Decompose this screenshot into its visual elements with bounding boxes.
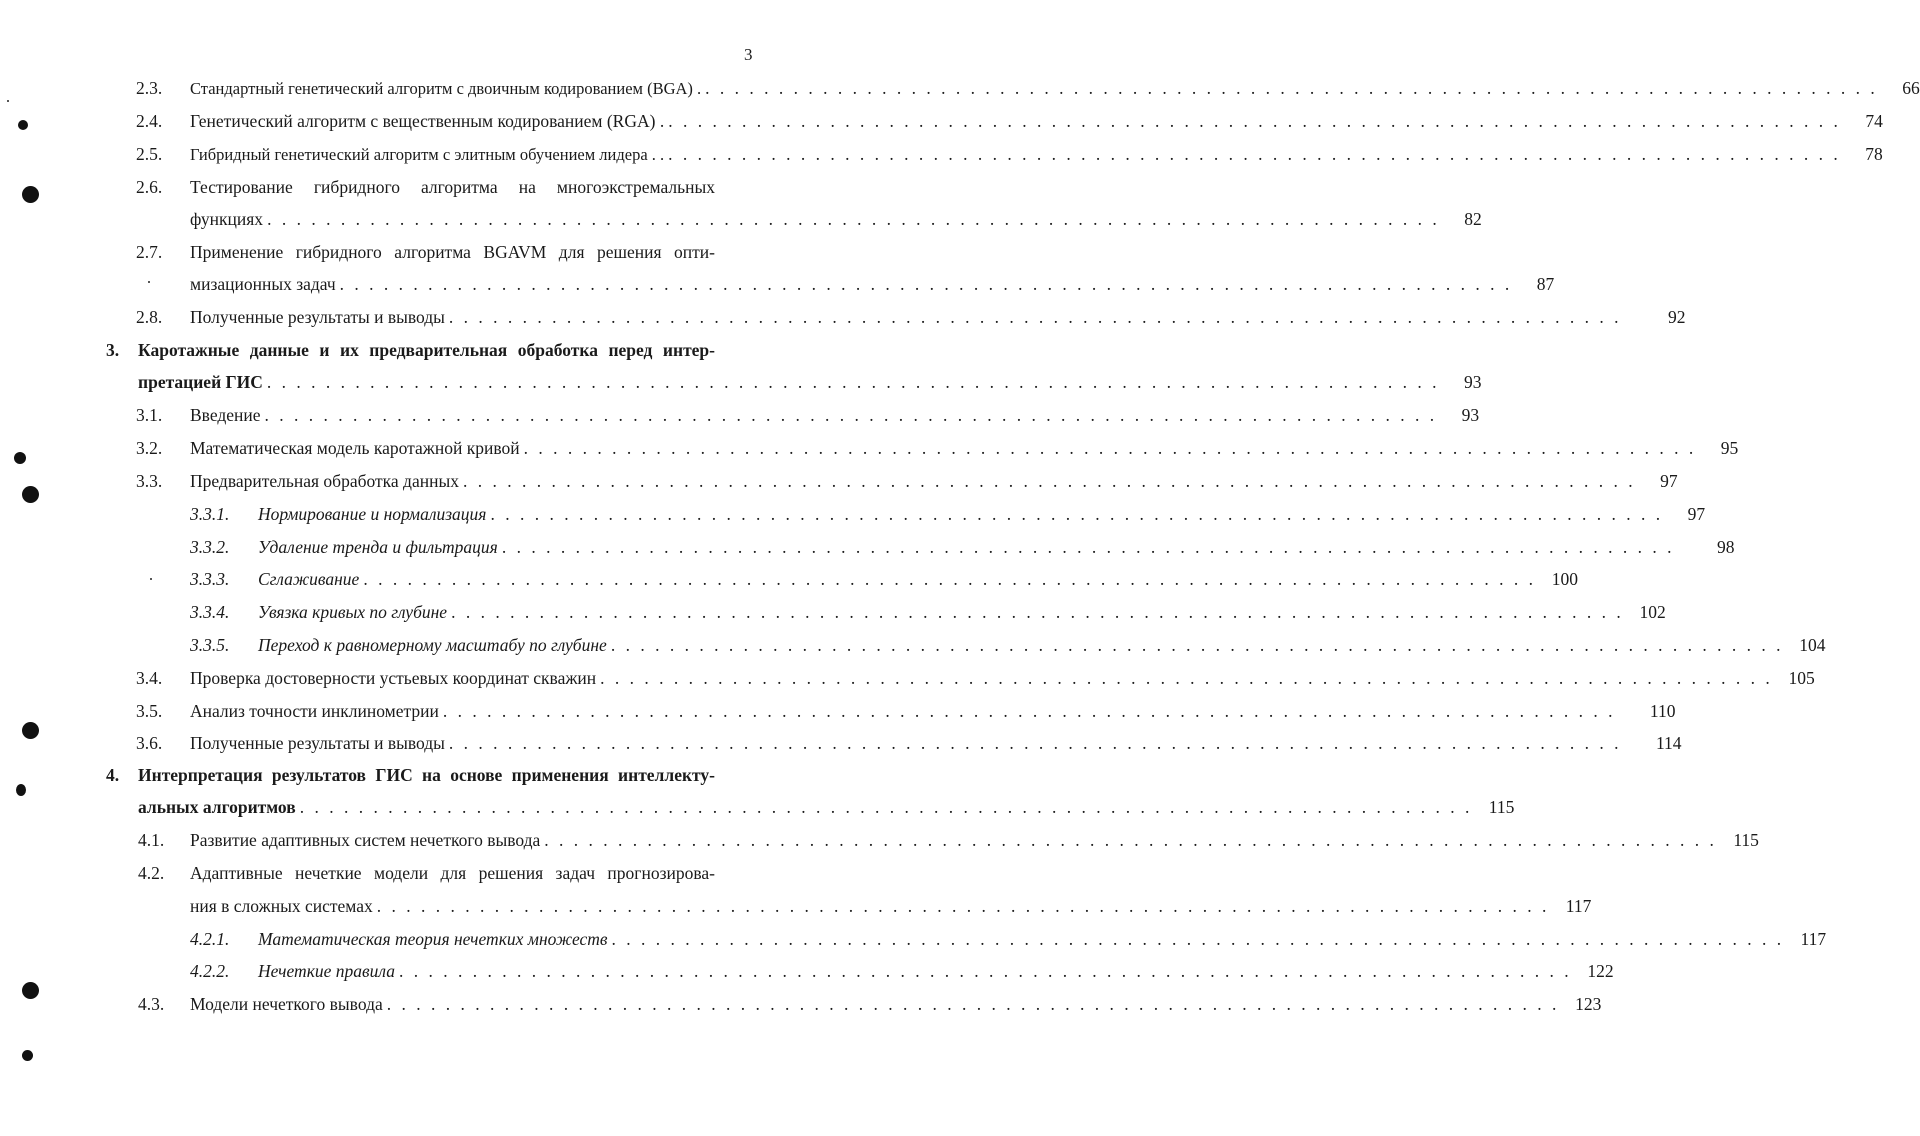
- toc-entry: [0, 142, 1883, 166]
- toc-subentry-page: 97: [1687, 504, 1706, 524]
- toc-chapter: [0, 338, 798, 362]
- toc-entry: [0, 731, 1682, 755]
- toc-entry-title: Гибридный генетический алгоритм с элитным обучением лидера . .: [190, 145, 665, 164]
- toc-entry-title: Полученные результаты и выводы: [190, 307, 445, 327]
- toc-entry: [0, 175, 798, 199]
- toc-entry-page: 95: [1720, 438, 1739, 458]
- toc-entry-number: 4.2.: [138, 863, 165, 883]
- toc-subentry: [0, 600, 1666, 624]
- toc-subentry-number: 4.2.1.: [190, 929, 230, 949]
- leader-dots: . . . . . . . . . . . . . . . . . . . . . . . . . . . . . . . . . . . . . . . . . . . . . . . . . . . . . . . . . . . . . . . . . . . . . . . . . . . . . . . .: [386, 994, 1560, 1014]
- toc-entry-number: 3.2.: [136, 438, 163, 458]
- leader-dots: . . . . . . . . . . . . . . . . . . . . . . . . . . . . . . . . . . . . . . . . . . . . . . . . . . . . . . . . . . . . . . . . . . . . . . . . . . . . . . . .: [462, 471, 1636, 491]
- toc-entry-title: Проверка достоверности устьевых координат скважин: [190, 668, 597, 688]
- toc-entry-page: 115: [1733, 830, 1759, 850]
- toc-entry-title-line2: мизационных задач: [190, 274, 336, 294]
- toc-subentry: [0, 633, 1826, 657]
- toc-entry-title: Генетический алгоритм с вещественным кодированием (RGA) .: [190, 111, 665, 131]
- toc-subentry-title: Нечеткие правила: [258, 961, 395, 981]
- toc-chapter-continuation: [0, 795, 1515, 819]
- toc-entry-title-line2: ния в сложных системах: [190, 896, 373, 916]
- toc-entry-title-line1: Адаптивные нечеткие модели для решения задач прогнозирова-: [190, 863, 715, 883]
- binder-hole: [22, 1050, 33, 1061]
- toc-subentry-title: Увязка кривых по глубине: [258, 602, 448, 622]
- toc-entry-number: 2.5.: [136, 144, 163, 164]
- toc-subentry-page: 104: [1799, 635, 1826, 655]
- leader-dots: . . . . . . . . . . . . . . . . . . . . . . . . . . . . . . . . . . . . . . . . . . . . . . . . . . . . . . . . . . . . . . . . . . . . . . . . . . . . . . . .: [544, 830, 1717, 850]
- toc-entry-number: 3.1.: [136, 405, 163, 425]
- leader-dots: . . . . . . . . . . . . . . . . . . . . . . . . . . . . . . . . . . . . . . . . . . . . . . . . . . . . . . . . . . . . . . . . . . . . . . . . . . . . . . . .: [611, 929, 1785, 949]
- leader-dots: . . . . . . . . . . . . . . . . . . . . . . . . . . . . . . . . . . . . . . . . . . . . . . . . . . . . . . . . . . . . . . . . . . . . . . . . . . . . . . . .: [610, 635, 1784, 655]
- leader-dots: . . . . . . . . . . . . . . . . . . . . . . . . . . . . . . . . . . . . . . . . . . . . . . . . . . . . . . . . . . . . . . . . . . . . . . . . . . . . . . . .: [264, 405, 1438, 425]
- toc-entry: [0, 76, 1920, 100]
- leader-dots: . . . . . . . . . . . . . . . . . . . . . . . . . . . . . . . . . . . . . . . . . . . . . . . . . . . . . . . . . . . . . . . . . . . . . . . . . . . . . . . .: [339, 274, 1513, 294]
- toc-entry-title: Полученные результаты и выводы: [190, 733, 445, 753]
- toc-entry-title: Стандартный генетический алгоритм с двоичным кодированием (BGA) .: [190, 79, 702, 98]
- toc-subentry-number: 3.3.5.: [190, 635, 230, 655]
- toc-entry-number: 3.4.: [136, 668, 163, 688]
- page-number: 3: [744, 45, 753, 64]
- toc-entry-page: 110: [1649, 701, 1676, 721]
- toc-entry-number: 4.3.: [138, 994, 165, 1014]
- toc-entry: [0, 469, 1678, 493]
- toc-subentry-page: 98: [1716, 537, 1735, 557]
- leader-dots: . . . . . . . . . . . . . . . . . . . . . . . . . . . . . . . . . . . . . . . . . . . . . . . . . . . . . . . . . . . . . . . . . . . . . . . . . . . . . . . .: [501, 537, 1675, 557]
- toc-entry-page: 66: [1902, 78, 1920, 98]
- toc-entry-number: 2.8.: [136, 307, 163, 327]
- toc-entry-page: 92: [1668, 307, 1686, 327]
- toc-entry-continuation: [0, 894, 1592, 918]
- leader-dots: . . . . . . . . . . . . . . . . . . . . . . . . . . . . . . . . . . . . . . . . . . . . . . . . . . . . . . . . . . . . . . . . . . . . . . . . . . . . . . . .: [299, 797, 1473, 817]
- toc-entry: [0, 666, 1815, 690]
- toc-subentry-number: 3.3.1.: [190, 504, 230, 524]
- leader-dots: . . . . . . . . . . . . . . . . . . . . . . . . . . . . . . . . . . . . . . . . . . . . . . . . . . . . . . . . . . . . . . . . . . . . . . . . . . . . . . . .: [523, 438, 1697, 458]
- toc-entry-number: 4.1.: [138, 830, 165, 850]
- toc-entry: [0, 240, 798, 264]
- toc-subentry-title: Сглаживание: [258, 569, 360, 589]
- toc-entry: [0, 828, 1759, 852]
- toc-entry: [0, 305, 1686, 329]
- toc-chapter-title-line2: претацией ГИС: [138, 372, 263, 392]
- toc-entry-page: 117: [1565, 896, 1592, 916]
- toc-chapter-title-line1: Каротажные данные и их предварительная обработка перед интер-: [138, 340, 715, 360]
- toc-entry-page: 82: [1464, 209, 1482, 229]
- leader-dots: . . . . . . . . . . . . . . . . . . . . . . . . . . . . . . . . . . . . . . . . . . . . . . . . . . . . . . . . . . . . . . . . . . . . . . . . . . . . . . . .: [448, 307, 1622, 327]
- toc-entry-number: 2.3.: [136, 78, 163, 98]
- scan-speck: [7, 100, 9, 102]
- toc-entry-title: Математическая модель каротажной кривой: [190, 438, 520, 458]
- toc-entry-number: 3.3.: [136, 471, 163, 491]
- toc-entry-page: 114: [1655, 733, 1682, 753]
- toc-entry-number: 2.4.: [136, 111, 163, 131]
- leader-dots: . . . . . . . . . . . . . . . . . . . . . . . . . . . . . . . . . . . . . . . . . . . . . . . . . . . . . . . . . . . . . . . . . . . . . . . . . . . . . . . .: [668, 111, 1841, 131]
- toc-chapter-title-line1: Интерпретация результатов ГИС на основе применения интеллекту-: [138, 765, 715, 785]
- leader-dots: . . . . . . . . . . . . . . . . . . . . . . . . . . . . . . . . . . . . . . . . . . . . . . . . . . . . . . . . . . . . . . . . . . . . . . . . . . . . . . . .: [705, 78, 1878, 98]
- toc-subentry-page: 100: [1551, 569, 1578, 589]
- toc-entry: [0, 699, 1676, 723]
- toc-subentry-number: 3.3.4.: [190, 602, 230, 622]
- toc-subentry-title: Математическая теория нечетких множеств: [258, 929, 608, 949]
- leader-dots: . . . . . . . . . . . . . . . . . . . . . . . . . . . . . . . . . . . . . . . . . . . . . . . . . . . . . . . . . . . . . . . . . . . . . . . . . . . . . . . .: [376, 896, 1550, 916]
- toc-chapter-number: 4.: [106, 765, 120, 785]
- toc-entry-number: 2.6.: [136, 177, 163, 197]
- toc-subentry-title: Удаление тренда и фильтрация: [258, 537, 498, 557]
- leader-dots: . . . . . . . . . . . . . . . . . . . . . . . . . . . . . . . . . . . . . . . . . . . . . . . . . . . . . . . . . . . . . . . . . . . . . . . . . . . . . . . .: [398, 961, 1572, 981]
- toc-entry-page: 74: [1865, 111, 1883, 131]
- toc-chapter: [0, 763, 798, 787]
- toc-entry-title: Модели нечеткого вывода: [190, 994, 383, 1014]
- toc-entry-title: Анализ точности инклинометрии: [190, 701, 439, 721]
- toc-entry: [0, 109, 1883, 133]
- toc-entry: [0, 403, 1480, 427]
- toc-entry-page: 105: [1788, 668, 1815, 688]
- toc-subentry-page: 117: [1800, 929, 1827, 949]
- toc-entry-title: Развитие адаптивных систем нечеткого вывода: [190, 830, 541, 850]
- toc-entry-page: 93: [1461, 405, 1480, 425]
- toc-entry-title-line1: Применение гибридного алгоритма BGAVM для решения опти-: [190, 242, 715, 262]
- toc-entry-page: 87: [1536, 274, 1555, 294]
- leader-dots: . . . . . . . . . . . . . . . . . . . . . . . . . . . . . . . . . . . . . . . . . . . . . . . . . . . . . . . . . . . . . . . . . . . . . . . . . . . . . . . .: [266, 372, 1440, 392]
- leader-dots: . . . . . . . . . . . . . . . . . . . . . . . . . . . . . . . . . . . . . . . . . . . . . . . . . . . . . . . . . . . . . . . . . . . . . . . . . . . . . . . .: [442, 701, 1616, 721]
- toc-subentry: [0, 535, 1735, 559]
- toc-entry-number: 2.7.: [136, 242, 163, 262]
- toc-subentry-title: Нормирование и нормализация: [258, 504, 487, 524]
- toc-subentry: [0, 502, 1706, 526]
- toc-chapter-continuation: [0, 370, 1482, 394]
- toc-subentry: [0, 959, 1614, 983]
- toc-entry-continuation: [0, 207, 1482, 231]
- toc-chapter-title-line2: альных алгоритмов: [138, 797, 296, 817]
- toc-entry: [0, 861, 798, 885]
- toc-subentry: [0, 567, 1578, 591]
- leader-dots: . . . . . . . . . . . . . . . . . . . . . . . . . . . . . . . . . . . . . . . . . . . . . . . . . . . . . . . . . . . . . . . . . . . . . . . . . . . . . . . .: [600, 668, 1773, 688]
- toc-subentry: [0, 927, 1827, 951]
- leader-dots: . . . . . . . . . . . . . . . . . . . . . . . . . . . . . . . . . . . . . . . . . . . . . . . . . . . . . . . . . . . . . . . . . . . . . . . . . . . . . . . .: [267, 209, 1440, 229]
- toc-subentry-number: 4.2.2.: [190, 961, 230, 981]
- toc-entry: [0, 436, 1739, 460]
- leader-dots: . . . . . . . . . . . . . . . . . . . . . . . . . . . . . . . . . . . . . . . . . . . . . . . . . . . . . . . . . . . . . . . . . . . . . . . . . . . . . . . .: [363, 569, 1536, 589]
- toc-entry-title: Введение: [190, 405, 261, 425]
- leader-dots: . . . . . . . . . . . . . . . . . . . . . . . . . . . . . . . . . . . . . . . . . . . . . . . . . . . . . . . . . . . . . . . . . . . . . . . . . . . . . . . .: [451, 602, 1624, 622]
- toc-subentry-number: 3.3.3.: [190, 569, 230, 589]
- toc-entry-number: 3.6.: [136, 733, 163, 753]
- toc-entry: [0, 992, 1602, 1016]
- toc-entry-title: Предварительная обработка данных: [190, 471, 459, 491]
- toc-entry-continuation: [0, 272, 1555, 296]
- toc-entry-page: 78: [1865, 144, 1883, 164]
- toc-subentry-number: 3.3.2.: [190, 537, 230, 557]
- toc-chapter-page: 115: [1488, 797, 1515, 817]
- leader-dots: . . . . . . . . . . . . . . . . . . . . . . . . . . . . . . . . . . . . . . . . . . . . . . . . . . . . . . . . . . . . . . . . . . . . . . . . . . . . . . . .: [668, 144, 1841, 164]
- toc-entry-title-line2: функциях: [190, 209, 264, 229]
- toc-chapter-number: 3.: [106, 340, 120, 360]
- toc-chapter-page: 93: [1464, 372, 1482, 392]
- toc-entry-number: 3.5.: [136, 701, 163, 721]
- toc-subentry-page: 122: [1587, 961, 1614, 981]
- toc-entry-title-line1: Тестирование гибридного алгоритма на многоэкстремальных: [190, 177, 715, 197]
- toc-entry-page: 123: [1575, 994, 1602, 1014]
- leader-dots: . . . . . . . . . . . . . . . . . . . . . . . . . . . . . . . . . . . . . . . . . . . . . . . . . . . . . . . . . . . . . . . . . . . . . . . . . . . . . . . .: [448, 733, 1622, 753]
- toc-subentry-title: Переход к равномерному масштабу по глубине: [258, 635, 607, 655]
- toc-entry-page: 97: [1660, 471, 1678, 491]
- leader-dots: . . . . . . . . . . . . . . . . . . . . . . . . . . . . . . . . . . . . . . . . . . . . . . . . . . . . . . . . . . . . . . . . . . . . . . . . . . . . . . . .: [490, 504, 1664, 524]
- toc-subentry-page: 102: [1639, 602, 1666, 622]
